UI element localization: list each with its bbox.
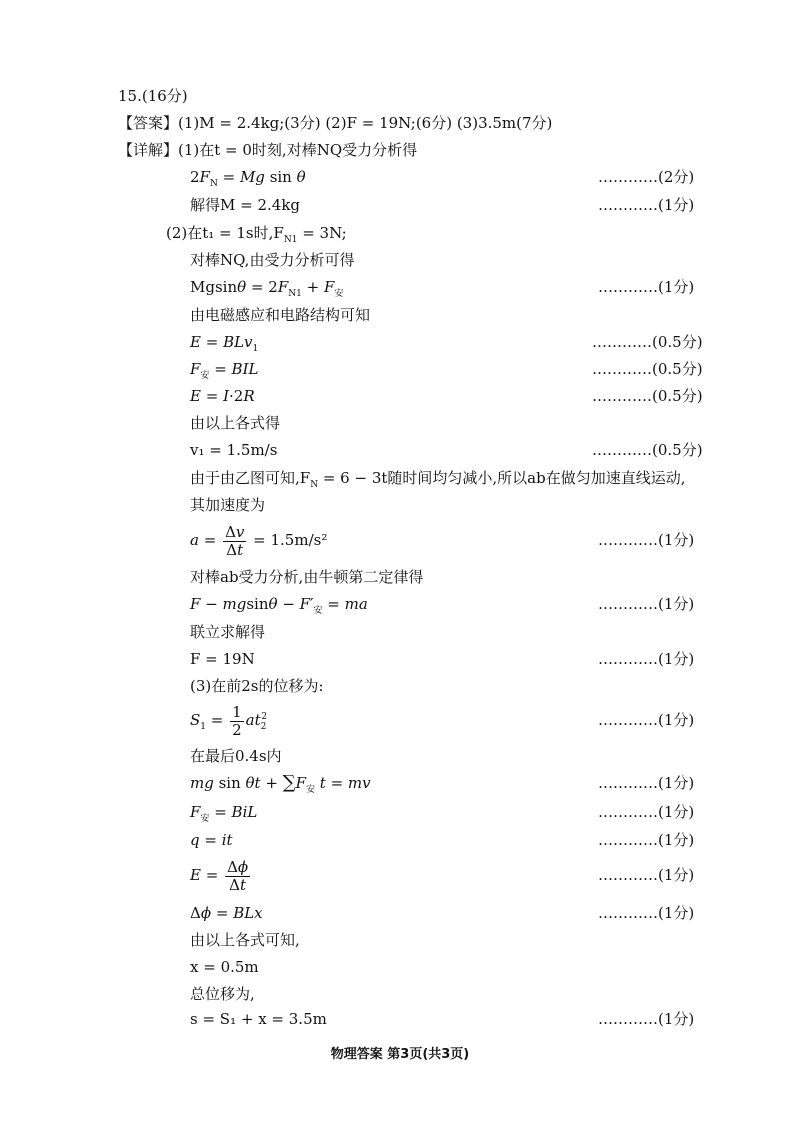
- v1-result: v₁ = 1.5m/s: [190, 441, 278, 459]
- points-1: …………(1分): [598, 196, 695, 214]
- last-intro: 在最后0.4s内: [190, 747, 282, 765]
- points-05: …………(0.5分): [592, 360, 703, 378]
- combine1: 由以上各式得: [190, 414, 281, 432]
- eq-e-dphi: E = $\frac{\Delta\phi}{\Delta t}$: [190, 857, 249, 894]
- points-1: …………(1分): [598, 866, 695, 884]
- part3-intro: (3)在前2s的位移为:: [190, 677, 324, 695]
- eq-f-bil: $F_安$ = BIL: [190, 360, 259, 381]
- points-1: …………(1分): [598, 531, 695, 549]
- points-1: …………(1分): [598, 831, 695, 849]
- total-intro: 总位移为,: [190, 985, 255, 1003]
- points-1: …………(1分): [598, 774, 695, 792]
- nq-force: 对棒NQ,由受力分析可得: [190, 251, 355, 269]
- eq-mgsin: $Mgsin\theta = 2F_{N1} + F_安$: [190, 278, 344, 299]
- eq-accel: a = $\frac{\Delta v}{\Delta t}$ = 1.5m/s²: [190, 522, 328, 559]
- eq-momentum: mg $\sin \theta t + \sum F_安$ t = mv: [190, 772, 371, 795]
- points-1: …………(1分): [598, 1010, 695, 1028]
- eq-newton: $F - mgsin\theta - F'_安$ = ma: [190, 595, 368, 616]
- s-result: s = S₁ + x = 3.5m: [190, 1010, 327, 1028]
- points-1: …………(1分): [598, 278, 695, 296]
- em-intro: 由电磁感应和电路结构可知: [190, 306, 371, 324]
- points-1: …………(1分): [598, 904, 695, 922]
- ab-force: 对棒ab受力分析,由牛顿第二定律得: [190, 568, 424, 586]
- points-1: …………(1分): [598, 803, 695, 821]
- eq-2fn: $2F_N = Mg$ sin θ: [190, 168, 306, 189]
- answer-line: 【答案】(1)M = 2.4kg;(3分) (2)F = 19N;(6分) (3)3.5m(7分): [118, 114, 553, 132]
- question-title: 15.(16分): [118, 87, 188, 105]
- eq-e-blv: E = BLv$_1$: [190, 333, 259, 354]
- combine2: 由以上各式可知,: [190, 931, 300, 949]
- solve-m: 解得M = 2.4kg: [190, 196, 301, 214]
- points-1: …………(1分): [598, 650, 695, 668]
- eq-e-i2r: E = I·2R: [190, 387, 255, 405]
- points-05: …………(0.5分): [592, 441, 703, 459]
- points-05: …………(0.5分): [592, 333, 703, 351]
- eq-f-bil-lower: $F_安$ = BiL: [190, 803, 258, 824]
- detail-intro: 【详解】(1)在t = 0时刻,对棒NQ受力分析得: [118, 141, 418, 159]
- points-1: …………(1分): [598, 711, 695, 729]
- page-footer: 物理答案 第3页(共3页): [330, 1047, 470, 1062]
- points-05: …………(0.5分): [592, 387, 703, 405]
- eq-dphi-blx: Δϕ = BLx: [190, 904, 263, 922]
- points-1: …………(1分): [598, 595, 695, 613]
- x-result: x = 0.5m: [190, 958, 259, 976]
- accel-intro: 其加速度为: [190, 496, 266, 514]
- eq-s1: $S_1$ = $\frac{1}{2}$ $at_2^2$: [190, 702, 268, 739]
- points-2: …………(2分): [598, 168, 695, 186]
- f-result: F = 19N: [190, 650, 255, 668]
- eq-q-it: q = it: [190, 831, 233, 849]
- part2-intro: (2)在t₁ = 1s时$,F_{N1} = 3N$;: [166, 224, 347, 245]
- graph-analysis: 由于由乙图可知$,F_N = 6 - 3t$随时间均匀减小,所以ab在做匀加速直线运动,: [190, 469, 686, 490]
- solve-together: 联立求解得: [190, 623, 266, 641]
